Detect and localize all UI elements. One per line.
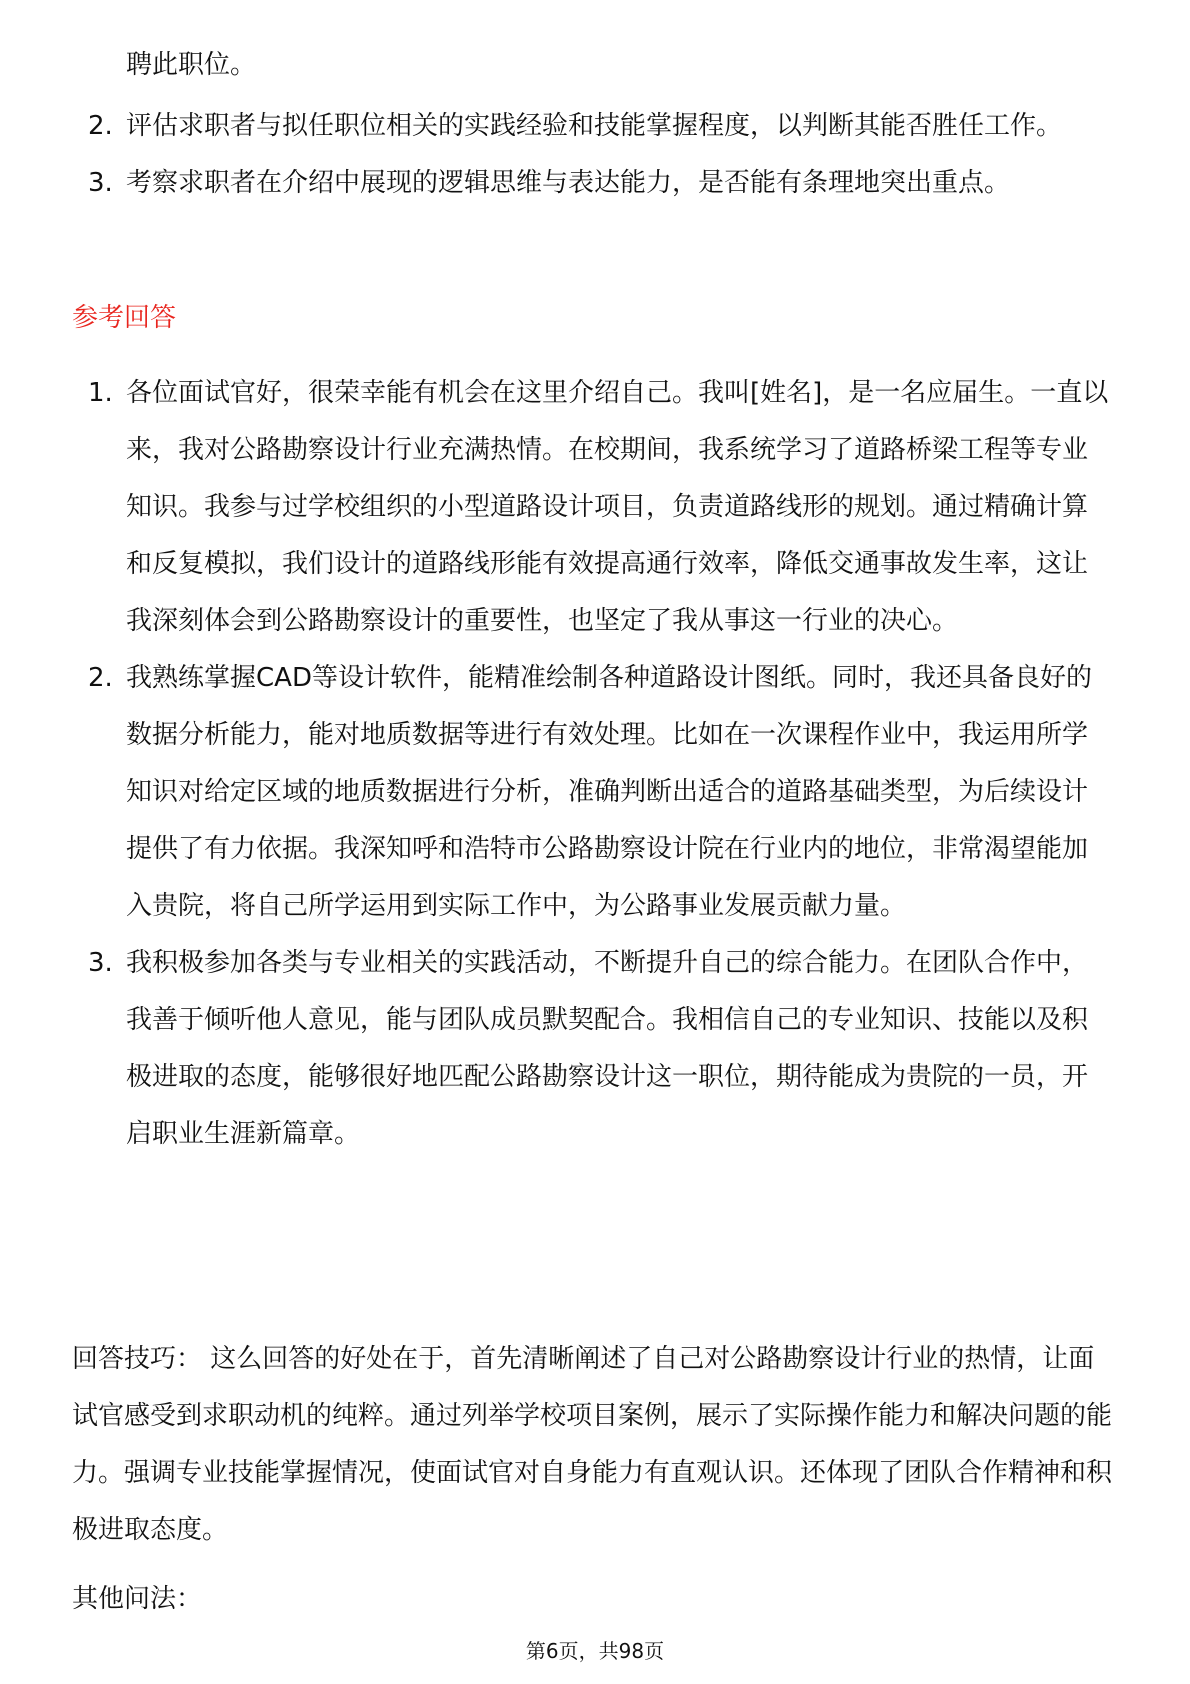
list-item	[72, 365, 1112, 650]
list-number: 1.	[88, 378, 113, 408]
list-number: 3.	[88, 948, 113, 978]
list-item	[72, 650, 1112, 935]
other-questions-label: 其他问法：	[72, 1584, 203, 1614]
page-footer: 第6页，共98页	[525, 1639, 665, 1663]
continuation-text: 聘此职位。	[126, 50, 257, 80]
list-item	[72, 935, 1112, 1163]
question-points-list	[72, 98, 1112, 212]
list-number: 2.	[88, 111, 113, 141]
list-text: 各位面试官好，很荣幸能有机会在这里介绍自己。我叫[姓名]，是一名应届生。一直以来，我对公路勘察设计行业充满热情。在校期间，我系统学习了道路桥梁工程等专业知识。我参与过学校组织的小型道路设计项目，负责道路线形的规划。通过精确计算和反复模拟，我们设计的道路线形能有效提高通行效率，降低交通事故发生率，这让我深刻体会到公路勘察设计的重要性，也坚定了我从事这一行业的决心。	[126, 378, 1109, 636]
list-text: 我熟练掌握CAD等设计软件，能精准绘制各种道路设计图纸。同时，我还具备良好的数据分析能力，能对地质数据等进行有效处理。比如在一次课程作业中，我运用所学知识对给定区域的地质数据进行分析，准确判断出适合的道路基础类型，为后续设计提供了有力依据。我深知呼和浩特市公路勘察设计院在行业内的地位，非常渴望能加入贵院，将自己所学运用到实际工作中，为公路事业发展贡献力量。	[126, 663, 1092, 921]
list-text: 我积极参加各类与专业相关的实践活动，不断提升自己的综合能力。在团队合作中，我善于倾听他人意见，能与团队成员默契配合。我相信自己的专业知识、技能以及积极进取的态度，能够很好地匹配公路勘察设计这一职位，期待能成为贵院的一员，开启职业生涯新篇章。	[126, 948, 1089, 1149]
list-text: 考察求职者在介绍中展现的逻辑思维与表达能力，是否能有条理地突出重点。	[126, 168, 1011, 198]
list-text: 评估求职者与拟任职位相关的实践经验和技能掌握程度，以判断其能否胜任工作。	[126, 111, 1063, 141]
section-title-answer: 参考回答	[72, 303, 177, 333]
list-number: 2.	[88, 663, 113, 693]
list-item	[72, 98, 1112, 155]
list-item	[72, 155, 1112, 212]
answer-tips-paragraph: 回答技巧： 这么回答的好处在于，首先清晰阐述了自己对公路勘察设计行业的热情，让面试官感受到求职动机的纯粹。通过列举学校项目案例，展示了实际操作能力和解决问题的能力。强调专业技能掌握情况，使面试官对自身能力有直观认识。还体现了团队合作精神和积极进取态度。	[72, 1344, 1113, 1545]
answer-points-list	[72, 365, 1112, 1163]
list-number: 3.	[88, 168, 113, 198]
